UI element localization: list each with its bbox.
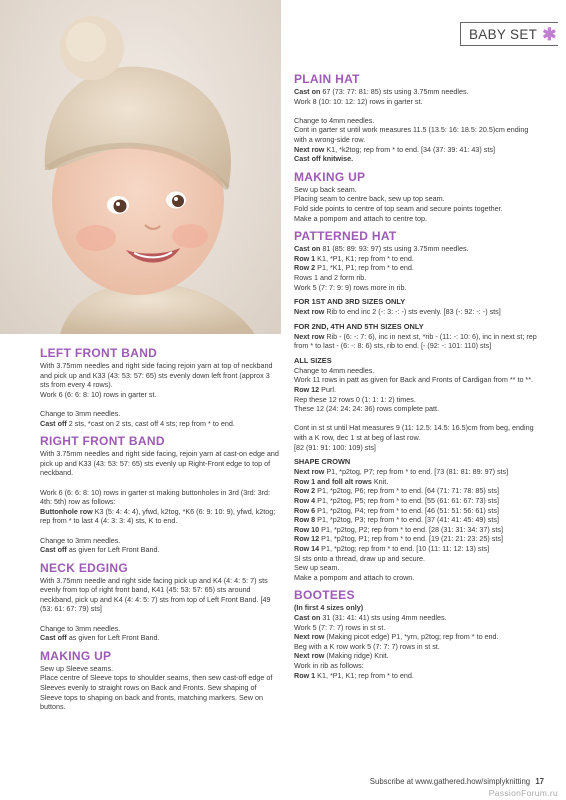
text-block: Next row Rib to end inc 2 (-: 3: -: -) sts evenly. [83 (-: 92: -: -) sts] [294, 307, 501, 317]
text-block: Make a pompom and attach to centre top. [294, 213, 428, 223]
baby-illustration [0, 0, 281, 334]
text-block: Work 8 (10: 10: 12: 12) rows in garter st. [294, 96, 423, 106]
text-block: Next row P1, *p2tog, P7; rep from * to end. [73 (81: 81: 89: 97) sts] [294, 467, 509, 477]
text-block: Cont in st st until Hat measures 9 (11: 12.5: 14.5: 16.5)cm from beg, ending with a K row, dec 1 st at beg of last row. [294, 423, 534, 443]
text-block: Row 10 P1, *p2tog, P2; rep from * to end. [28 (31: 31: 34: 37) sts] [294, 524, 503, 534]
text-block: Change to 3mm needles. [40, 623, 121, 633]
text-block: Rows 1 and 2 form rib. [294, 272, 367, 282]
text-block: Row 2 P1, *K1, P1; rep from * to end. [294, 263, 414, 273]
text-block: (In first 4 sizes only) [294, 603, 364, 613]
heading-patterned-hat: PATTERNED HAT [294, 229, 397, 244]
text-block: Row 1 and foll alt rows Knit. [294, 476, 389, 486]
heading-making-up: MAKING UP [40, 648, 112, 663]
text-block: Row 8 P1, *p2tog, P3; rep from * to end. [37 (41: 41: 45: 49) sts] [294, 515, 499, 525]
text-block: Cast on 81 (85: 89: 93: 97) sts using 3.75mm needles. [294, 244, 469, 254]
text-block: Work 6 (6: 6: 8: 10) rows in garter st. [40, 389, 157, 399]
text-block: Sew up back seam. [294, 184, 357, 194]
heading-right-front-band: RIGHT FRONT BAND [40, 434, 165, 449]
watermark: PassionForum.ru [488, 788, 558, 798]
text-block: Row 14 P1, *p2tog; rep from * to end. [10 (11: 11: 12: 13) sts] [294, 543, 490, 553]
text-block: Fold side points to centre of top seam and secure points together. [294, 203, 503, 213]
text-block: Sl sts onto a thread, draw up and secure. [294, 553, 426, 563]
text-block: Cast off knitwise. [294, 154, 354, 164]
right-column [294, 72, 539, 680]
subheading-sizes-2-4-5: FOR 2ND, 4TH AND 5TH SIZES ONLY [294, 321, 424, 331]
subheading-shape-crown: SHAPE CROWN [294, 457, 351, 467]
text-block: Next row (Making picot edge) P1, *yrn, p2tog; rep from * to end. [294, 632, 499, 642]
text-block: Sew up Sleeve seams. [40, 663, 114, 673]
subheading-sizes-1-3: FOR 1ST AND 3RD SIZES ONLY [294, 297, 406, 307]
text-block: Cont in garter st until work measures 11.5 (13.5: 16: 18.5: 20.5)cm ending with a wrong-side row. [294, 125, 529, 144]
asterisk-icon: ✱ [542, 24, 557, 44]
text-block: Row 2 P1, *p2tog, P6; rep from * to end. [64 (71: 71: 78: 85) sts] [294, 486, 499, 496]
text-block: Work 5 (7: 7: 9: 9) rows more in rib. [294, 282, 407, 292]
text-block: Buttonhole row K3 (5: 4: 4: 4), yfwd, k2tog, *K6 (6: 9: 10: 9), yfwd, k2tog; rep from * to last 4 (4: 3: 3: 4) sts, K to end. [40, 506, 276, 526]
text-block: Sew up seam. [294, 563, 340, 573]
text-block: Next row Rib - (6: -: 7: 6), inc in next st, *rib - (11: -: 10: 6), inc in next st; rep from * to last - (6: -: 8: 6) sts, rib to end. [- (92: -: 101: 110) sts] [294, 331, 537, 351]
text-block: With 3.75mm needle and right side facing pick up and K4 (4: 4: 5: 7) sts evenly from top of right front band, K41 (45: 53: 57: 65) sts around neckband, pick up and K4 (4: 4: 5: 7) sts from top of Left Front Band. [49 (53: 61: 67: 79) sts] [40, 575, 271, 614]
section-badge-label: BABY SET [469, 26, 538, 42]
heading-neck-edging: NECK EDGING [40, 560, 128, 575]
subscribe-link[interactable]: Subscribe at www.gathered.how/simplyknitting [369, 777, 531, 786]
text-block: Change to 4mm needles. [294, 115, 375, 125]
text-block: Work 6 (6: 6: 8: 10) rows in garter st making buttonholes in 3rd (3rd: 3rd: 4th: 5th) row as follows: [40, 487, 270, 507]
text-block: Row 6 P1, *p2tog, P4; rep from * to end. [46 (51: 51: 56: 61) sts] [294, 505, 499, 515]
text-block: Placing seam to centre back, sew up top seam. [294, 194, 445, 204]
text-block: With 3.75mm needles and right side facing rejoin yarn at top of neckband and pick up and K33 (43: 53: 57: 65) sts evenly down left front (approx 3 sts from every 4 rows). [40, 361, 273, 390]
heading-plain-hat: PLAIN HAT [294, 72, 360, 86]
text-block: Next row K1, *k2tog; rep from * to end. [34 (37: 39: 41: 43) sts] [294, 144, 495, 154]
text-block: Place centre of Sleeve tops to shoulder seams, then sew cast-off edge of Sleeves evenly to straight rows on Back and Fronts. Sew shaping of Sleeve tops to shaping on back and fronts, matching markers. Sew on buttons. [40, 673, 273, 712]
text-block: Work 11 rows in patt as given for Back and Fronts of Cardigan from ** to **. [294, 375, 534, 385]
text-block: Row 1 K1, *P1, K1; rep from * to end. [294, 253, 414, 263]
text-block: Row 12 P1, *p2tog, P1; rep from * to end. [19 (21: 21: 23: 25) sts] [294, 534, 503, 544]
baby-hat-photo [0, 0, 281, 334]
text-block: Beg with a K row work 5 (7: 7: 7) rows in st st. [294, 641, 440, 651]
left-column [40, 340, 280, 712]
text-block: Change to 4mm needles. [294, 365, 375, 375]
text-block: Work 5 (7: 7: 7) rows in st st. [294, 622, 386, 632]
text-block: With 3.75mm needles and right side facing, rejoin yarn at cast-on edge and pick up and K33 (43: 53: 57: 65) sts evenly up Right-Front edge to top of neckband. [40, 449, 279, 478]
text-block: These 12 (24: 24: 24: 36) rows complete patt. [294, 404, 440, 414]
subheading-all-sizes: ALL SIZES [294, 355, 332, 365]
text-block: Cast on 67 (73: 77: 81: 85) sts using 3.75mm needles. [294, 87, 469, 96]
text-block: Change to 3mm needles. [40, 408, 121, 418]
text-block: Make a pompom and attach to crown. [294, 572, 415, 582]
text-block: Cast off 2 sts, *cast on 2 sts, cast off 4 sts; rep from * to end. [40, 418, 235, 428]
heading-making-up-hat: MAKING UP [294, 169, 366, 184]
page-number: 17 [535, 777, 544, 786]
page-footer [370, 777, 544, 786]
text-block: Row 4 P1, *p2tog, P5; rep from * to end. [55 (61: 61: 67: 73) sts] [294, 496, 499, 505]
section-badge [460, 22, 558, 46]
heading-bootees: BOOTEES [294, 588, 355, 603]
text-block: Cast on 31 (31: 41: 41) sts using 4mm needles. [294, 612, 447, 622]
text-block: Change to 3mm needles. [40, 535, 121, 545]
text-block: Cast off as given for Left Front Band. [40, 633, 160, 643]
text-block: Rep these 12 rows 0 (1: 1: 1: 2) times. [294, 394, 416, 404]
text-block: Work in rib as follows: [294, 660, 364, 670]
text-block: Row 12 Purl. [294, 385, 336, 395]
text-block: [82 (91: 91: 100: 109) sts] [294, 442, 376, 452]
text-block: Next row (Making ridge) Knit. [294, 651, 389, 661]
heading-left-front-band: LEFT FRONT BAND [40, 346, 158, 360]
text-block: Row 1 K1, *P1, K1; rep from * to end. [294, 670, 414, 680]
text-block: Cast off as given for Left Front Band. [40, 545, 160, 555]
